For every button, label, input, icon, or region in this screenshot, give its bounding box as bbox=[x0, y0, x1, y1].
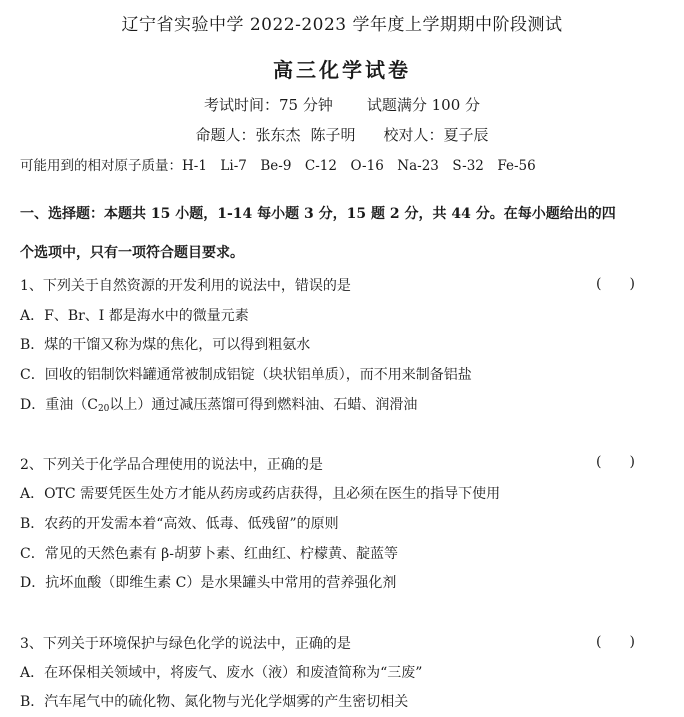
option-d-text-end: 以上）通过减压蒸馏可得到燃料油、石蜡、润滑油 bbox=[109, 397, 418, 413]
section-heading-line1: 一、选择题：本题共 15 小题，1-14 每小题 3 分，15 题 2 分，共 44 分。在每小题给出的四 bbox=[20, 206, 616, 222]
proofreader: 校对人：夏子辰 bbox=[383, 126, 489, 144]
question-1-answer-blank: ( ) bbox=[596, 276, 635, 292]
exam-title: 高三化学试卷 bbox=[273, 58, 411, 82]
atomic-masses-note: 可能用到的相对原子质量：H-1 Li-7 Be-9 C-12 O-16 Na-23 S-32 Fe-56 bbox=[20, 158, 536, 174]
section-heading-line2: 个选项中，只有一项符合题目要求。 bbox=[20, 245, 244, 261]
question-1-option-d bbox=[20, 394, 417, 414]
question-3-option-b: B．汽车尾气中的硫化物、氮化物与光化学烟雾的产生密切相关 bbox=[20, 694, 409, 710]
question-3-stem: 3、下列关于环境保护与绿色化学的说法中，正确的是 bbox=[20, 636, 351, 652]
full-score: 试题满分 100 分 bbox=[366, 96, 481, 114]
question-3-option-a: A．在环保相关领域中，将废气、废水（液）和废渣简称为“三废” bbox=[20, 665, 423, 681]
question-1-option-b: B．煤的干馏又称为煤的焦化，可以得到粗氨水 bbox=[20, 337, 311, 353]
question-1-stem: 1、下列关于自然资源的开发利用的说法中，错误的是 bbox=[20, 278, 351, 294]
exam-info-row bbox=[0, 94, 684, 115]
school-exam-line: 辽宁省实验中学 2022-2023 学年度上学期期中阶段测试 bbox=[121, 15, 563, 35]
question-1-option-a: A．F、Br、I 都是海水中的微量元素 bbox=[20, 308, 249, 324]
authors-row bbox=[0, 124, 684, 145]
option-d-text-start: D．重油（C bbox=[20, 397, 98, 413]
question-1-option-c: C．回收的铝制饮料罐通常被制成铝锭（块状铝单质），而不用来制备铝盐 bbox=[20, 367, 472, 383]
second-question-setter: 陈子明 bbox=[310, 126, 356, 144]
question-2-option-a: A．OTC 需要凭医生处方才能从药房或药店获得，且必须在医生的指导下使用 bbox=[20, 486, 501, 502]
exam-time: 考试时间：75 分钟 bbox=[203, 96, 333, 114]
question-3-answer-blank: ( ) bbox=[596, 634, 635, 650]
question-setter: 命题人：张东杰 bbox=[195, 126, 301, 144]
carbon-subscript: 20 bbox=[97, 404, 110, 414]
question-2-stem: 2、下列关于化学品合理使用的说法中，正确的是 bbox=[20, 457, 323, 473]
question-2-answer-blank: ( ) bbox=[596, 454, 635, 470]
question-2-option-b: B．农药的开发需本着“高效、低毒、低残留”的原则 bbox=[20, 516, 339, 532]
question-2-option-c: C．常见的天然色素有 β-胡萝卜素、红曲红、柠檬黄、靛蓝等 bbox=[20, 546, 398, 562]
question-2-option-d: D．抗坏血酸（即维生素 C）是水果罐头中常用的营养强化剂 bbox=[20, 575, 397, 591]
